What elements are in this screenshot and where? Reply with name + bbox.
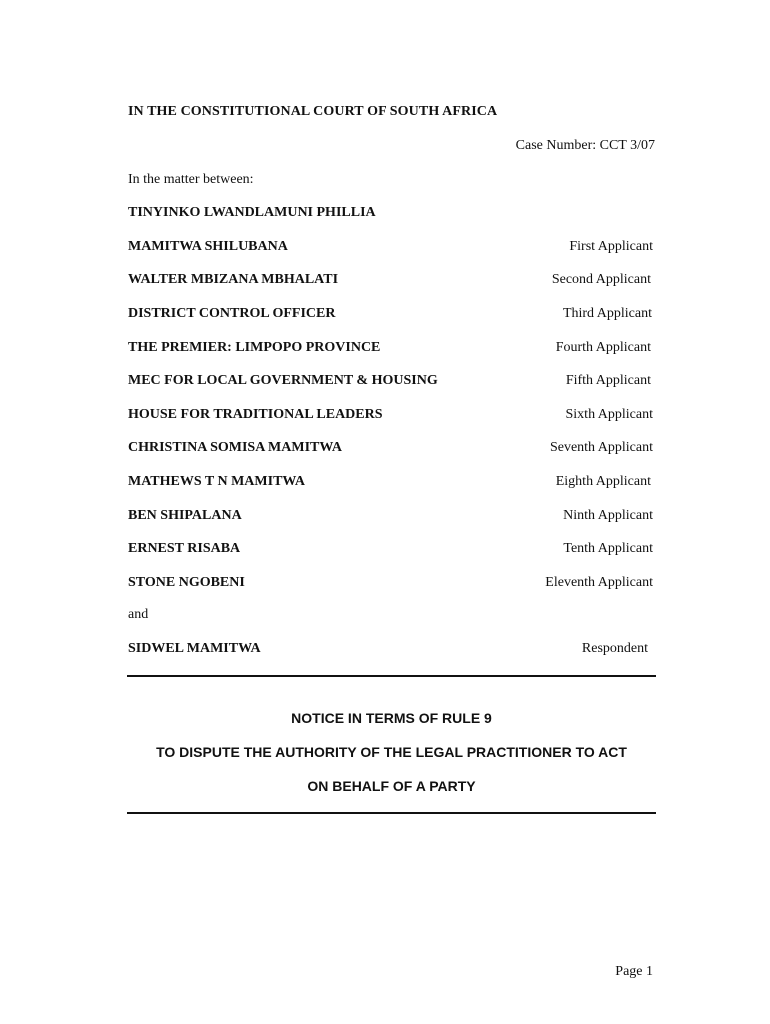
notice-title: NOTICE IN TERMS OF RULE 9 [291,710,492,726]
party-name: MEC FOR LOCAL GOVERNMENT & HOUSING [128,373,438,388]
party-role: Sixth Applicant [565,407,653,422]
case-number: Case Number: CCT 3/07 [515,138,655,153]
conjunction-text: and [128,607,149,622]
bottom-divider [127,812,656,814]
respondent-name: SIDWEL MAMITWA [128,641,261,656]
party-role: Tenth Applicant [563,541,653,556]
party-role: Eighth Applicant [555,474,651,489]
party-name: HOUSE FOR TRADITIONAL LEADERS [128,407,383,422]
party-role: Fifth Applicant [565,373,651,388]
party-role: Ninth Applicant [563,508,653,523]
matter-intro: In the matter between: [128,172,254,187]
party-name: THE PREMIER: LIMPOPO PROVINCE [128,340,381,355]
party-role: Fourth Applicant [555,340,651,355]
party-name: BEN SHIPALANA [128,508,242,523]
party-name: MATHEWS T N MAMITWA [128,474,305,489]
party-name: MAMITWA SHILUBANA [128,239,288,254]
top-divider [127,675,656,677]
party-name: WALTER MBIZANA MBHALATI [128,272,339,287]
party-role: Eleventh Applicant [545,575,653,590]
party-role: First Applicant [569,239,653,254]
party-name: CHRISTINA SOMISA MAMITWA [128,440,342,455]
court-title: IN THE CONSTITUTIONAL COURT OF SOUTH AFRICA [128,104,498,119]
party-name: ERNEST RISABA [128,541,241,556]
respondent-role: Respondent [581,641,648,656]
page-number: Page 1 [615,964,653,979]
party-role: Third Applicant [562,306,652,321]
party-name: STONE NGOBENI [128,575,245,590]
notice-subtitle: TO DISPUTE THE AUTHORITY OF THE LEGAL PRACTITIONER TO ACT [156,744,627,760]
party-role: Second Applicant [551,272,651,287]
party-name: TINYINKO LWANDLAMUNI PHILLIA [128,205,376,220]
notice-subtitle-continued: ON BEHALF OF A PARTY [307,778,476,794]
party-name: DISTRICT CONTROL OFFICER [128,306,336,321]
party-role: Seventh Applicant [549,440,653,455]
